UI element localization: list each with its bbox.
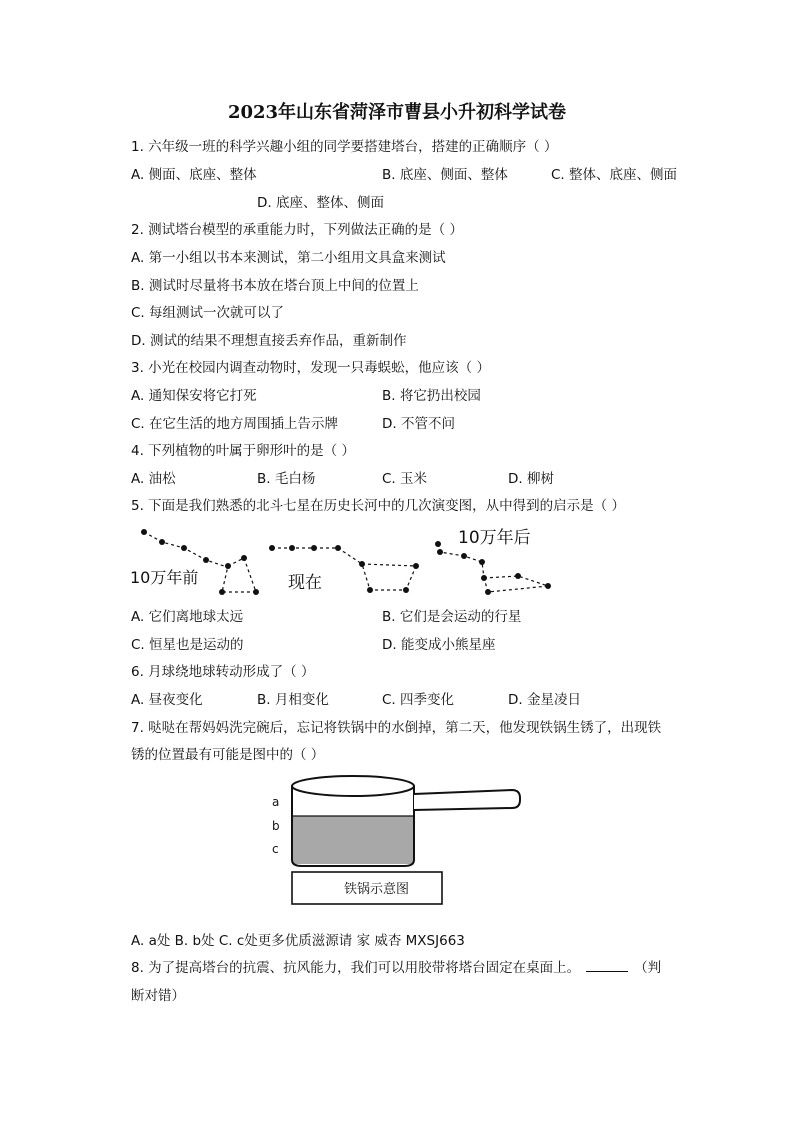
pot-label-a: a [272,795,280,809]
pot-label-b: b [272,819,280,833]
question-5-option-b[interactable]: B. 它们是会运动的行星 [382,609,522,625]
figure-label-now: 现在 [288,573,322,593]
question-4-option-b[interactable]: B. 毛白杨 [257,471,316,487]
question-2-option-c[interactable]: C. 每组测试一次就可以了 [131,305,285,321]
iron-pot-figure [268,770,532,910]
question-1-option-c[interactable]: C. 整体、底座、侧面 [551,167,678,183]
question-4-stem: 4. 下列植物的叶属于卵形叶的是（ ） [131,443,355,459]
question-5-stem: 5. 下面是我们熟悉的北斗七星在历史长河中的几次演变图，从中得到的启示是（ ） [131,498,625,514]
question-6-stem: 6. 月球绕地球转动形成了（ ） [131,664,315,680]
question-8-stem-line-1 [131,959,661,977]
question-3-option-d[interactable]: D. 不管不问 [382,416,455,432]
question-1-option-a[interactable]: A. 侧面、底座、整体 [131,167,257,183]
page-title: 2023年山东省菏泽市曹县小升初科学试卷 [227,102,567,123]
question-4-option-a[interactable]: A. 油松 [131,471,176,487]
question-4-option-d[interactable]: D. 柳树 [508,471,554,487]
question-3-option-a[interactable]: A. 通知保安将它打死 [131,388,257,404]
question-5-option-a[interactable]: A. 它们离地球太远 [131,609,244,625]
question-6-option-c[interactable]: C. 四季变化 [382,692,455,708]
question-2-stem: 2. 测试塔台模型的承重能力时，下列做法正确的是（ ） [131,222,463,238]
pot-label-c: c [272,842,279,856]
question-8-stem-line-2: 断对错） [131,988,185,1004]
question-8-judge-label: （判 [634,960,662,976]
question-4-option-c[interactable]: C. 玉米 [382,471,428,487]
big-dipper-evolution-figure [126,524,556,600]
question-3-stem: 3. 小光在校园内调查动物时，发现一只毒蜈蚣，他应该（ ） [131,360,490,376]
answer-blank[interactable] [586,959,628,972]
question-1-option-b[interactable]: B. 底座、侧面、整体 [382,167,508,183]
question-1-option-d[interactable]: D. 底座、整体、侧面 [257,195,384,211]
question-7-stem-line-2: 锈的位置最有可能是图中的（ ） [131,747,325,763]
figure-label-before: 10万年前 [130,568,199,587]
question-8-stem-text: 8. 为了提高塔台的抗震、抗风能力，我们可以用胶带将塔台固定在桌面上。 [131,960,581,976]
question-1-stem: 1. 六年级一班的科学兴趣小组的同学要搭建塔台，搭建的正确顺序（ ） [131,139,558,155]
question-5-option-d[interactable]: D. 能变成小熊星座 [382,637,496,653]
question-3-option-b[interactable]: B. 将它扔出校园 [382,388,481,404]
question-6-option-d[interactable]: D. 金星凌日 [508,692,581,708]
question-6-option-b[interactable]: B. 月相变化 [257,692,329,708]
question-7-stem-line-1: 7. 哒哒在帮妈妈洗完碗后，忘记将铁锅中的水倒掉，第二天，他发现铁锅生锈了，出现铁 [131,720,662,736]
question-2-option-a[interactable]: A. 第一小组以书本来测试，第二小组用文具盒来测试 [131,250,446,266]
question-6-option-a[interactable]: A. 昼夜变化 [131,692,203,708]
question-5-option-c[interactable]: C. 恒星也是运动的 [131,637,244,653]
figure-label-after: 10万年后 [458,528,531,548]
question-2-option-d[interactable]: D. 测试的结果不理想直接丢弃作品，重新制作 [131,333,407,349]
question-3-option-c[interactable]: C. 在它生活的地方周围插上告示牌 [131,416,339,432]
question-7-options[interactable]: A. a处 B. b处 C. c处更多优质滋源请 家 威杏 MXSJ663 [131,933,465,949]
question-2-option-b[interactable]: B. 测试时尽量将书本放在塔台顶上中间的位置上 [131,278,419,294]
pot-caption: 铁锅示意图 [344,882,410,897]
